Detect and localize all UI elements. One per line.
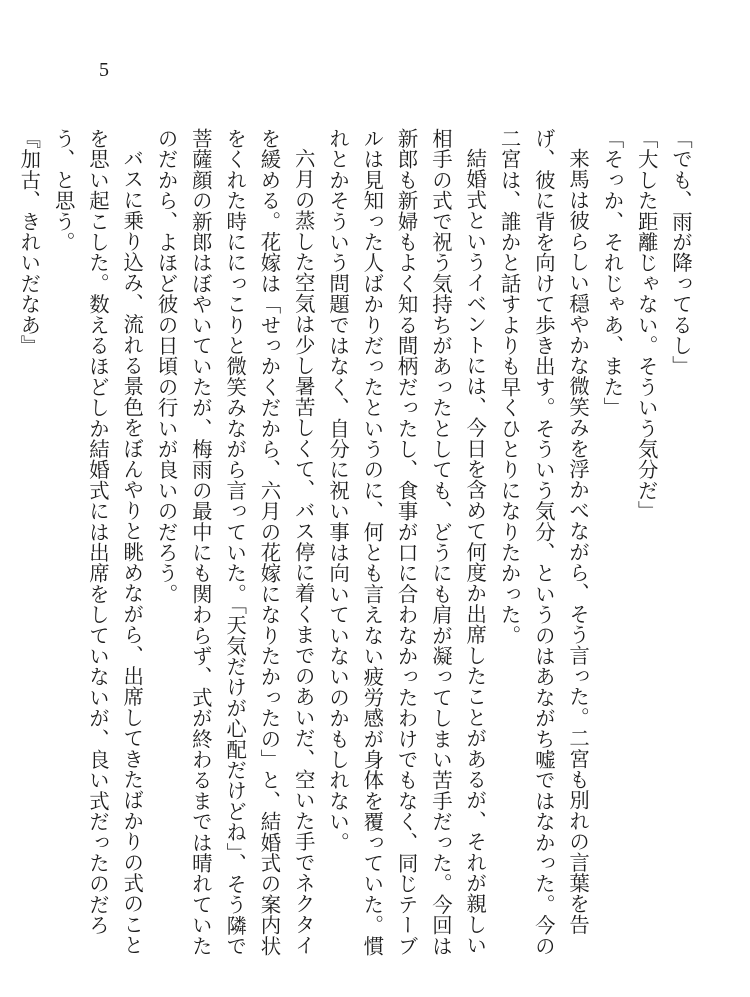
paragraph-7: バスに乗り込み、流れる景色をぼんやりと眺めながら、出席してきたばかりの式のことを思い起こした。数えるほどしか結婚式には出席をしていないが、良い式だったのだろう、と思う。: [51, 128, 145, 956]
paragraph-6: 六月の蒸した空気は少し暑苦しくて、バス停に着くまでのあいだ、空いた手でネクタイを緩める。花嫁は「せっかくだから、六月の花嫁になりたかったの」と、結婚式の案内状をくれた時ににっこりと微笑みながら言っていた。「天気だけが心配だけどね」、そう隣で菩薩顔の新郎はぼやいていたが、梅雨の最中にも関わらず、式が終わるまでは晴れていたのだから、よほど彼の日頃の行いが良いのだろう。: [154, 128, 316, 957]
page-number: 5: [99, 59, 109, 81]
paragraph-2: 「大した距離じゃない。そういう気分だ」: [634, 128, 659, 522]
paragraph-5: 結婚式というイベントには、今日を含めて何度か出席したことがあるが、それが親しい相手の式で祝う気持ちがあったとしても、どうにも肩が凝ってしまい苦手だった。今回は新郎も新婦もよく知る間柄だったし、食事が口に合わなかったわけでもなく、同じテーブルは見知った人ばかりだったというのに、何とも言えない疲労感が身体を覆っていた。慣れとかそういう問題ではなく、自分に祝い事は向いていないのかもしれない。: [326, 128, 488, 956]
paragraph-3: 「そっか、それじゃあ、また」: [600, 128, 625, 418]
paragraph-1: 「でも、雨が降ってるし」: [669, 128, 693, 377]
paragraph-8: 『加古、きれいだなあ』: [17, 128, 42, 356]
paragraph-4: 来馬は彼らしい穏やかな微笑みを浮かべながら、そう言った。二宮も別れの言葉を告げ、彼に背を向けて歩き出す。そういう気分、というのはあながち嘘ではなかった。今の二宮は、誰かと話すよりも早くひとりになりたかった。: [497, 128, 591, 956]
vertical-text-body: [17, 128, 698, 970]
